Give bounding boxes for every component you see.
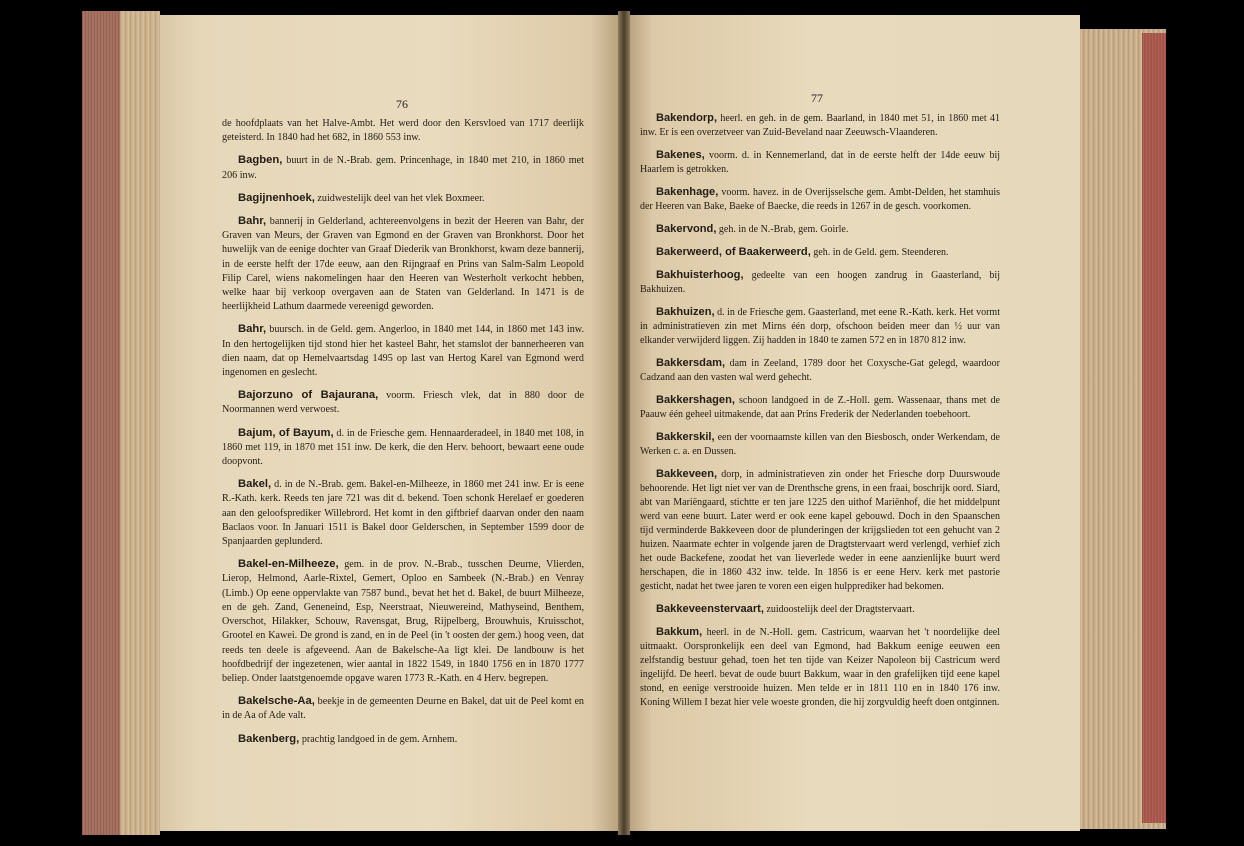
- entry-text: d. in de Friesche gem. Hennaarderadeel, in 1840 met 108, in 1860 met 119, in 1870 met 151 inw. De kerk, die den Herv. behoort, bewaart eene oude doopvont.: [222, 427, 584, 468]
- dictionary-entry: [222, 214, 584, 314]
- entry-text: zuidoostelijk deel der Dragtstervaart.: [763, 604, 915, 615]
- entry-text: heerl. en geh. in de gem. Baarland, in 1840 met 51, in 1860 met 41 inw. Er is een overzetveer van Zuid-Beveland naar Zeeuwsch-Vlaanderen.: [640, 113, 1000, 138]
- entry-text: heerl. in de N.-Holl. gem. Castricum, waarvan het 't noordelijke deel uitmaakt. Oorspronkelijk een deel van Egmond, had Bakkum eenige eeuwen een zelfstandig bestuur gehad, toen het ten tijde van Keizer Napoleon bij Castricum werd ingelijfd. De heerl. bevat de oude buurt Bakkum, waar in den grafelijken tijd eene kapel stond, en eenige verstrooide huizen. Men telde er in 1811 110 en in 1840 176 inw. Koning Willem I bezat hier vele woeste gronden, die hij zorgvuldig heeft doen ontginnen.: [640, 627, 1000, 708]
- entry-text: d. in de N.-Brab. gem. Bakel-en-Milheeze, in 1860 met 241 inw. Er is eene R.-Kath. kerk. Reeds ten jare 721 was dit d. bekend. Toen schonk Herelaef er goederen aan den geloofsprediker Willebrord. Het komt in den giftbrief daarvan onder den naam Baclaos voor. In Januari 1511 is Bakel door Gelderschen, in September 1599 door de Spanjaarden geplunderd.: [222, 479, 584, 548]
- entry-text: voorm. havez. in de Overijsselsche gem. Ambt-Delden, het stamhuis der Heeren van Bake, Baeke of Baecke, die reeds in 1267 in de gesch. voorkomen.: [640, 187, 1000, 212]
- dictionary-entry: [222, 153, 584, 182]
- entry-headword: Bakelsche-Aa,: [238, 695, 315, 708]
- right-page-text: [640, 111, 1000, 718]
- dictionary-entry: [640, 148, 1000, 177]
- entry-headword: Bakkeveen,: [656, 468, 718, 480]
- left-page-number: 76: [396, 97, 408, 111]
- entry-headword: Bakkerskil,: [656, 431, 715, 443]
- dictionary-entry: [640, 356, 1000, 385]
- dictionary-entry: [640, 393, 1000, 422]
- entry-text: d. in de Friesche gem. Gaasterland, met eene R.-Kath. kerk. Het vormt in administratieven zin met Mirns één dorp, ofschoon beiden meer dan ½ uur van elkander verwijderd liggen. Zij hadden in 1840 te zamen 572 en in 1870 812 inw.: [640, 307, 1000, 346]
- dictionary-entry: [222, 694, 584, 723]
- entry-headword: Bakkershagen,: [656, 394, 735, 406]
- dictionary-entry: [222, 426, 584, 470]
- dictionary-entry: [640, 602, 1000, 617]
- dictionary-entry: [640, 268, 1000, 297]
- entry-text: beekje in de gemeenten Deurne en Bakel, dat uit de Peel komt en in de Aa of Ade valt.: [222, 696, 584, 722]
- dictionary-entry: [640, 111, 1000, 140]
- entry-headword: Bajum, of Bayum,: [238, 426, 334, 439]
- entry-headword: Bakhuizen,: [656, 306, 715, 318]
- entry-text: geh. in de Geld. gem. Steenderen.: [810, 247, 949, 258]
- entry-text: dam in Zeeland, 1789 door het Coxysche-Gat gelegd, waardoor Cadzand aan den vasten wal werd gehecht.: [640, 358, 1000, 383]
- dictionary-entry: [222, 477, 584, 549]
- entry-headword: Bagben,: [238, 154, 283, 167]
- entry-headword: Bakkersdam,: [656, 357, 726, 369]
- entry-headword: Bakendorp,: [656, 112, 718, 124]
- dictionary-entry: [640, 245, 1000, 260]
- entry-headword: Bahr,: [238, 215, 267, 228]
- entry-text: een der voornaamste killen van den Biesbosch, onder Werkendam, de Werken c. a. en Dussen.: [640, 432, 1000, 457]
- entry-text: schoon landgoed in de Z.-Holl. gem. Wassenaar, thans met de Paauw één geheel uitmakende, dat aan Prins Frederik der Nederlanden toebehoort.: [640, 395, 1000, 420]
- entry-headword: Bahr,: [238, 323, 267, 336]
- dictionary-entry: [640, 185, 1000, 214]
- left-cover-edge: [82, 11, 120, 835]
- dictionary-entry: [222, 388, 584, 417]
- entry-headword: Bajorzuno of Bajaurana,: [238, 389, 379, 402]
- dictionary-entry: [640, 467, 1000, 594]
- entry-headword: Bakenes,: [656, 149, 705, 161]
- book-gutter: [618, 11, 630, 835]
- entry-text: bannerij in Gelderland, achtereenvolgens in bezit der Heeren van Bahr, der Graven van Meurs, der Graven van Egmond en der Graven van Bronkhorst. Door het huwelijk van de eenige dochter van Graaf Diederik van Bronkhorst, kwam deze bannerij, in de eerste helft der 17de eeuw, aan den Rijngraaf en Prins van Salm-Salm Leopold Filip Carel, wiens nakomelingen haar den Heeren van Westerholt verkocht hebben, welke haar bij verkoop overgaven aan de Staten van Gelderland. In 1471 is de heerlijkheid Lathum daarmede vereenigd geworden.: [222, 216, 584, 313]
- right-cover-edge: [1142, 33, 1166, 823]
- entry-headword: Bakerweerd, of Baakerweerd,: [656, 246, 811, 258]
- entry-headword: Bakenhage,: [656, 186, 719, 198]
- right-page-number: 77: [811, 91, 823, 105]
- dictionary-entry: [640, 625, 1000, 710]
- dictionary-entry: [222, 557, 584, 686]
- entry-text: de hoofdplaats van het Halve-Ambt. Het werd door den Kersvloed van 1717 deerlijk geteisterd. In 1840 had het 682, in 1860 553 inw.: [222, 118, 584, 144]
- entry-text: voorm. d. in Kennemerland, dat in de eerste helft der 14de eeuw bij Haarlem is getrokken.: [640, 150, 1000, 175]
- entry-text: gedeelte van een hoogen zandrug in Gaasterland, bij Bakhuizen.: [640, 270, 1000, 295]
- entry-headword: Bakkeveenstervaart,: [656, 603, 764, 615]
- entry-headword: Bakenberg,: [238, 732, 300, 745]
- dictionary-entry: [222, 732, 584, 747]
- dictionary-entry: [222, 117, 584, 145]
- entry-text: prachtig landgoed in de gem. Arnhem.: [299, 733, 458, 745]
- entry-text: gem. in de prov. N.-Brab., tusschen Deurne, Vlierden, Lierop, Helmond, Aarle-Rixtel, Gemert, Oploo en Sambeek (N.-Brab.) en Venray (Limb.) Op eene oppervlakte van 7587 bund., bevat het het d. Bakel, de buurt Milheeze, en de geh. Zand, Geneneind, Esp, Neerstraat, Nieuwereind, Mathyseind, Benthem, Overschot, Hilakker, Schouw, Ravensgat, Brug, Rijpelberg, Brouwhuis, Kruisschot, Grootel en Kawei. De grond is zand, en in de Peel (in 't oosten der gem.) hoog veen, dat reeds ten deele is afgeveend. Aan de Bakelsche-Aa ligt klei. De landbouw is het hoofdbedrijf der ingezetenen, wier aantal in 1822 1549, in 1840 1756 en in 1870 1777 beliep. Onder laatstgenoemde opgave waren 1773 R.-Kath. en 4 Herv. begrepen.: [222, 559, 584, 684]
- dictionary-entry: [640, 305, 1000, 348]
- entry-headword: Bakel,: [238, 478, 272, 491]
- dictionary-entry: [640, 222, 1000, 237]
- entry-headword: Bakkum,: [656, 626, 703, 638]
- dictionary-entry: [640, 430, 1000, 459]
- dictionary-entry: [222, 322, 584, 380]
- entry-headword: Bakel-en-Milheeze,: [238, 558, 339, 571]
- entry-text: buurt in de N.-Brab. gem. Princenhage, in 1840 met 210, in 1860 met 206 inw.: [222, 155, 584, 181]
- entry-headword: Bagijnenhoek,: [238, 191, 315, 204]
- left-page-text: [222, 117, 584, 755]
- entry-text: dorp, in administratieven zin onder het Friesche dorp Duurswoude behoorende. Het ligt niet ver van de Drenthsche grens, in een fraai, boschrijk oord. Siard, abt van Mariëngaard, stichtte er ten jare 1225 den uithof Mariënhof, die het middelpunt werd van eene buurt. Later werd er ook eene kapel gebouwd. Doch in den Spaanschen tijd verminderde Bakkeveen door de plunderingen der krijgslieden tot een gehucht van 2 huizen. Naarmate echter in volgende jaren de Dragtstervaart werd verlengd, verhief zich het oude Backefene, zoodat het van lieverlede weder in eene aanzienlijke buurt werd herschapen, die in 1860 432 inw. telde. In 1856 is er eene Herv. kerk met pastorie gesticht, nadat het twee jaren te voren een eigen hulpprediker had bekomen.: [640, 469, 1000, 592]
- entry-text: buursch. in de Geld. gem. Angerloo, in 1840 met 144, in 1860 met 143 inw. In den hertogelijken tijd stond hier het kasteel Bahr, het stamslot der bannerheeren van dien naam, dat op Hemelvaartsdag 1495 op last van Hertog Karel van Egmond werd ingenomen en geslecht.: [222, 324, 584, 379]
- dictionary-entry: [222, 191, 584, 206]
- entry-text: geh. in de N.-Brab, gem. Goirle.: [716, 224, 849, 235]
- open-book: [82, 11, 1166, 835]
- entry-text: zuidwestelijk deel van het vlek Boxmeer.: [314, 192, 485, 204]
- entry-text: voorm. Friesch vlek, dat in 880 door de Noormannen werd verwoest.: [222, 390, 584, 416]
- entry-headword: Bakhuisterhoog,: [656, 269, 744, 281]
- entry-headword: Bakervond,: [656, 223, 717, 235]
